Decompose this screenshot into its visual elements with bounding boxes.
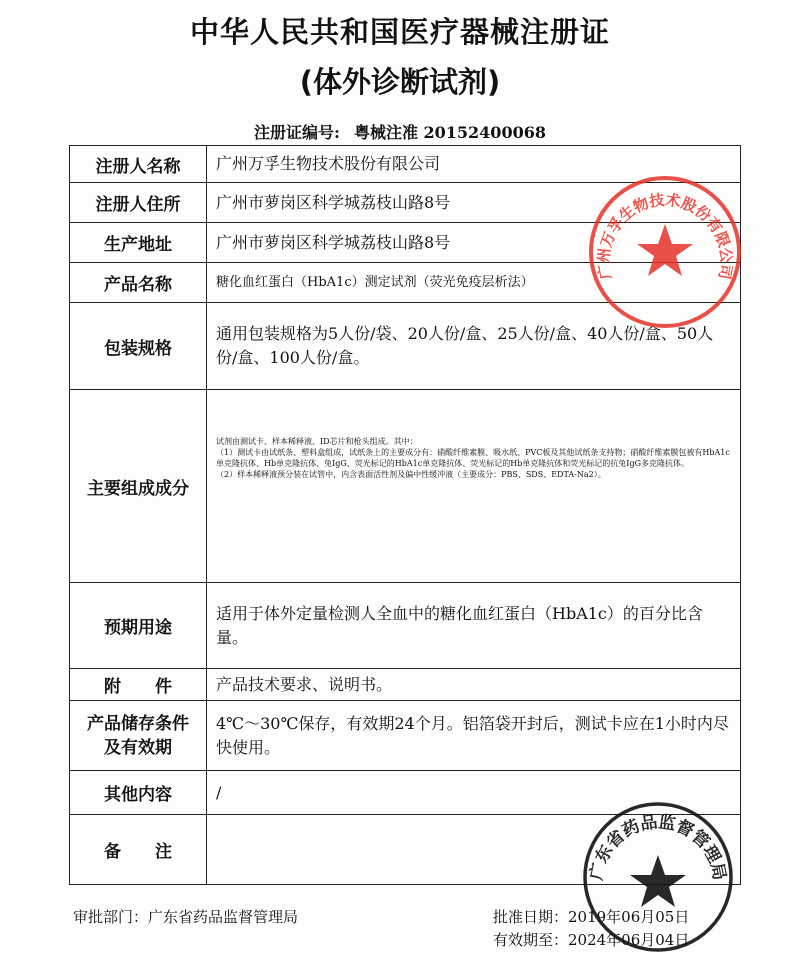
row-label-package-spec: 包装规格 bbox=[70, 303, 207, 390]
row-value-package-spec: 通用包装规格为5人份/袋、20人份/盒、25人份/盒、40人份/盒、50人份/盒、100人份/盒。 bbox=[207, 303, 741, 390]
certificate-subtitle: (体外诊断试剂) bbox=[299, 65, 501, 99]
valid-until-date: 有效期至：2024年06月04日 bbox=[493, 931, 690, 949]
row-value-attachments: 产品技术要求、说明书。 bbox=[207, 669, 741, 701]
row-label-storage: 产品储存条件 及有效期 bbox=[70, 701, 207, 771]
registration-number-value: 粤械注准 20152400068 bbox=[353, 123, 546, 142]
svg-text:广州万孚生物技术股份有限公司: 广州万孚生物技术股份有限公司 bbox=[594, 190, 736, 281]
row-label-intended-use: 预期用途 bbox=[70, 583, 207, 669]
row-value-registrant-name: 广州万孚生物技术股份有限公司 bbox=[207, 146, 741, 183]
approval-department: 审批部门：广东省药品监督管理局 bbox=[73, 908, 299, 926]
row-value-main-components: 试剂由测试卡、样本稀释液、ID芯片和枪头组成。其中： （1）测试卡由试纸条、塑料盒组成，试纸条上的主要成分有：硝酸纤维素膜、吸水纸、PVC板及其他试纸条支持物；硝酸纤维素膜包被有HbA1c单克隆抗体、Hb单克隆抗体、兔IgG、荧光标记的HbA1c单克隆抗体、荧光标记的Hb单克隆抗体和荧光标记的抗兔IgG多克隆抗体。 （2）样本稀释液预分装在试管中，内含表面活性剂及偏中性缓冲液（主要成分：PBS、SDS、EDTA-Na2）。 bbox=[207, 390, 741, 583]
row-value-product-name: 糖化血红蛋白（HbA1c）测定试剂（荧光免疫层析法） bbox=[207, 263, 741, 303]
svg-text:广东省药品监督管理局: 广东省药品监督管理局 bbox=[586, 812, 730, 882]
row-label-main-components: 主要组成成分 bbox=[70, 390, 207, 583]
row-value-storage: 4℃～30℃保存，有效期24个月。铝箔袋开封后，测试卡应在1小时内尽快使用。 bbox=[207, 701, 741, 771]
table-row bbox=[70, 390, 741, 583]
row-label-other-content: 其他内容 bbox=[70, 771, 207, 815]
row-value-registrant-address: 广州市萝岗区科学城荔枝山路8号 bbox=[207, 183, 741, 223]
approval-date: 批准日期：2019年06月05日 bbox=[493, 908, 690, 926]
row-label-attachments: 附 件 bbox=[70, 669, 207, 701]
table-row bbox=[70, 701, 741, 771]
table-row bbox=[70, 583, 741, 669]
row-label-remarks: 备 注 bbox=[70, 815, 207, 885]
row-label-registrant-address: 注册人住所 bbox=[70, 183, 207, 223]
row-value-intended-use: 适用于体外定量检测人全血中的糖化血红蛋白（HbA1c）的百分比含量。 bbox=[207, 583, 741, 669]
registration-number-label: 注册证编号: bbox=[254, 123, 340, 142]
row-label-production-address: 生产地址 bbox=[70, 223, 207, 263]
row-value-other-content: / bbox=[207, 771, 741, 815]
row-value-production-address: 广州市萝岗区科学城荔枝山路8号 bbox=[207, 223, 741, 263]
government-seal-icon bbox=[578, 797, 738, 957]
certificate-title: 中华人民共和国医疗器械注册证 bbox=[189, 15, 610, 49]
company-seal-icon bbox=[585, 172, 745, 332]
table-row bbox=[70, 669, 741, 701]
row-label-product-name: 产品名称 bbox=[70, 263, 207, 303]
row-label-registrant-name: 注册人名称 bbox=[70, 146, 207, 183]
registration-number-line bbox=[0, 120, 800, 143]
